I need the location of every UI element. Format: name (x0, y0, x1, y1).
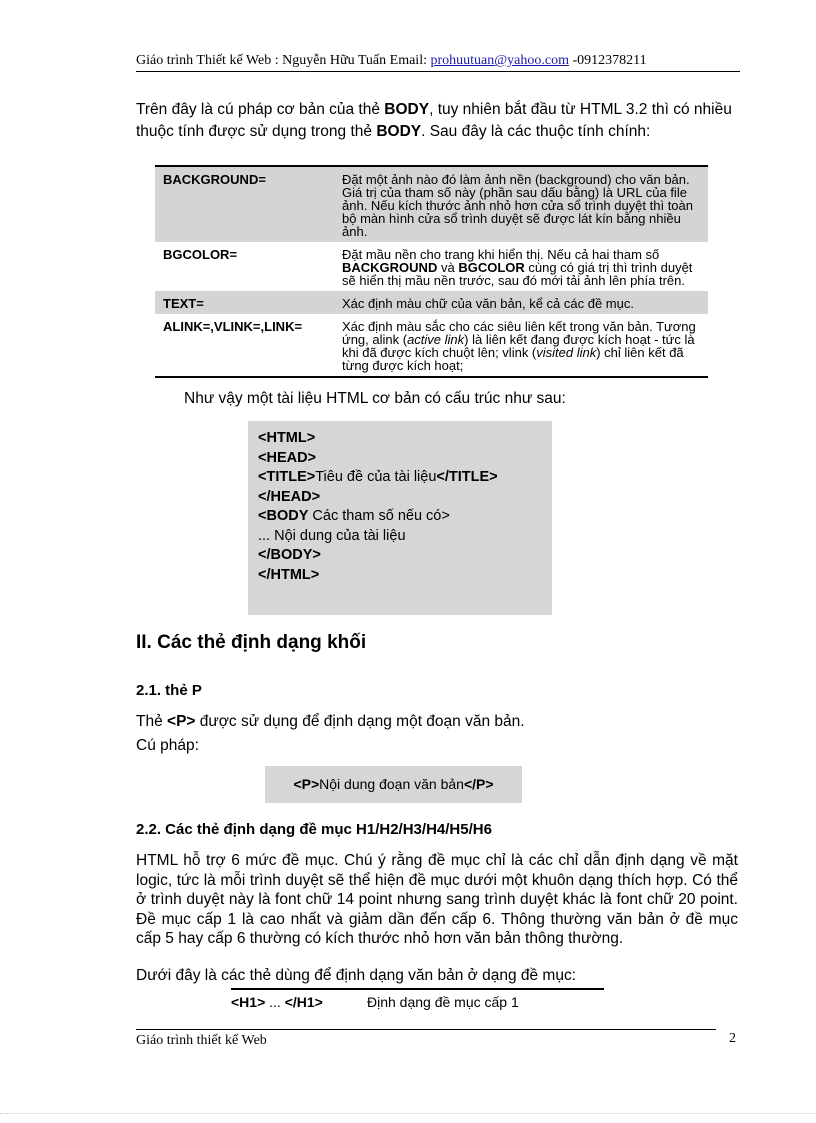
email-link[interactable]: prohuutuan@yahoo.com (430, 53, 569, 68)
syntax-label: Cú pháp: (136, 737, 199, 754)
desc-italic: visited link (536, 345, 597, 360)
page-footer: Giáo trình thiết kế Web (136, 1033, 267, 1048)
desc-part: cùng có giá trị thì trình duyệt sẽ hiển thị mầu nền trước, sau đó mới tải ảnh lên phía trên. (342, 260, 693, 288)
h1-tag: <H1> ... </H1> (231, 994, 323, 1010)
code-line: </HEAD> (258, 488, 321, 505)
code-line: <TITLE>Tiêu đề của tài liệu</TITLE> (258, 469, 498, 485)
attribute-name: ALINK=,VLINK=,LINK= (163, 319, 303, 334)
desc-bold: BGCOLOR (458, 260, 525, 275)
p-tag-description: Thẻ <P> được sử dụng để định dạng một đoạn văn bản. Cú pháp: (136, 710, 525, 758)
headings-paragraph: HTML hỗ trợ 6 mức đề mục. Chú ý rằng đề mục chỉ là các chỉ dẫn định dạng về mặt logic, tức là mỗi trình duyệt sẽ thể hiện đề mục dưới một khuôn dạng thích hợp. Có thể ở trình duyệt này là font chữ 14 point nhưng sang trình duyệt khác là font chữ 20 point. Đề mục cấp 1 là cao nhất và giảm dần đến cấp 6. Thông thường văn bản ở đề mục cấp 5 hay cấp 6 thường có kích thước nhỏ hơn văn bản thông thường. (136, 852, 738, 947)
attributes-table (155, 165, 708, 378)
intro-paragraph (136, 99, 740, 143)
intro-text-1: Trên đây là cú pháp cơ bản của thẻ (136, 101, 385, 118)
attribute-description: Đặt một ảnh nào đó làm ảnh nền (background) cho văn bản. Giá trị của tham số này (phần sau dấu bằng) là URL của file ảnh. Nếu kích thước ảnh nhỏ hơn cửa sổ trình duyệt thì toàn bộ màn hình cửa sổ trình duyệt sẽ được lát kín bằng nhiều ảnh. (342, 172, 693, 239)
page-header (136, 53, 647, 69)
intro-body-tag-1: BODY (384, 101, 430, 118)
desc-italic: active link (407, 332, 465, 347)
footer-rule (136, 1029, 716, 1030)
h1-description: Định dạng đề mục cấp 1 (367, 994, 519, 1010)
attribute-description (342, 242, 708, 291)
page-number: 2 (729, 1031, 736, 1046)
attribute-name: BACKGROUND= (163, 172, 266, 187)
table-row (155, 242, 708, 291)
p-syntax-box: <P>Nội dung đoạn văn bản</P> (265, 766, 522, 803)
intro-body-tag-2: BODY (376, 123, 422, 140)
header-rule (136, 71, 740, 72)
code-line: </HTML> (258, 566, 320, 583)
list-rule (231, 988, 604, 990)
subsection-heading-p: 2.1. thẻ P (136, 682, 202, 699)
desc-part: Đặt mầu nền cho trang khi hiển thị. Nếu cả hai tham số (342, 247, 660, 262)
code-line: <HTML> (258, 430, 316, 446)
intro-text-3: . Sau đây là các thuộc tính chính: (421, 123, 651, 140)
page-edge (0, 1113, 816, 1114)
desc-part: ) là liên kết đang được kích hoạt - tức là khi đã được kích chuột lên; vlink ( (342, 332, 695, 360)
code-line: ... Nội dung của tài liệu (258, 527, 406, 544)
heading-tag-row (231, 994, 519, 1010)
desc-part: và (437, 260, 459, 275)
desc-bold: BACKGROUND (342, 260, 438, 275)
desc-part: ) chỉ liên kết đã từng được kích hoạt; (342, 345, 684, 373)
desc-part: Xác định màu sắc cho các siêu liên kết trong văn bản. Tương ứng, alink ( (342, 319, 696, 347)
html-structure-code (248, 421, 552, 615)
section-heading: II. Các thẻ định dạng khối (136, 632, 367, 653)
table-row (155, 291, 708, 314)
headings-list-intro: Dưới đây là các thẻ dùng để định dạng văn bản ở dạng đề mục: (136, 967, 577, 984)
code-line: </BODY> (258, 547, 321, 563)
table-row (155, 167, 708, 242)
structure-lead: Như vậy một tài liệu HTML cơ bản có cấu trúc như sau: (184, 390, 566, 407)
header-title: Giáo trình Thiết kế Web : Nguyễn Hữu Tuấn Email: (136, 53, 431, 68)
intro-text-2: , tuy nhiên bắt đầu từ HTML 3.2 thì có nhiều thuộc tính được sử dụng trong thẻ (136, 101, 732, 140)
code-line: <HEAD> (258, 449, 317, 466)
table-row (155, 314, 708, 376)
subsection-heading-headings: 2.2. Các thẻ định dạng đề mục H1/H2/H3/H4/H5/H6 (136, 821, 492, 838)
attribute-name: BGCOLOR= (163, 247, 238, 262)
attribute-name: TEXT= (163, 296, 204, 311)
attribute-description (342, 314, 708, 376)
header-phone: -0912378211 (568, 53, 647, 68)
code-line: <BODY Các tham số nếu có> (258, 508, 450, 524)
attribute-description: Xác định màu chữ của văn bản, kể cả các đề mục. (342, 296, 634, 311)
